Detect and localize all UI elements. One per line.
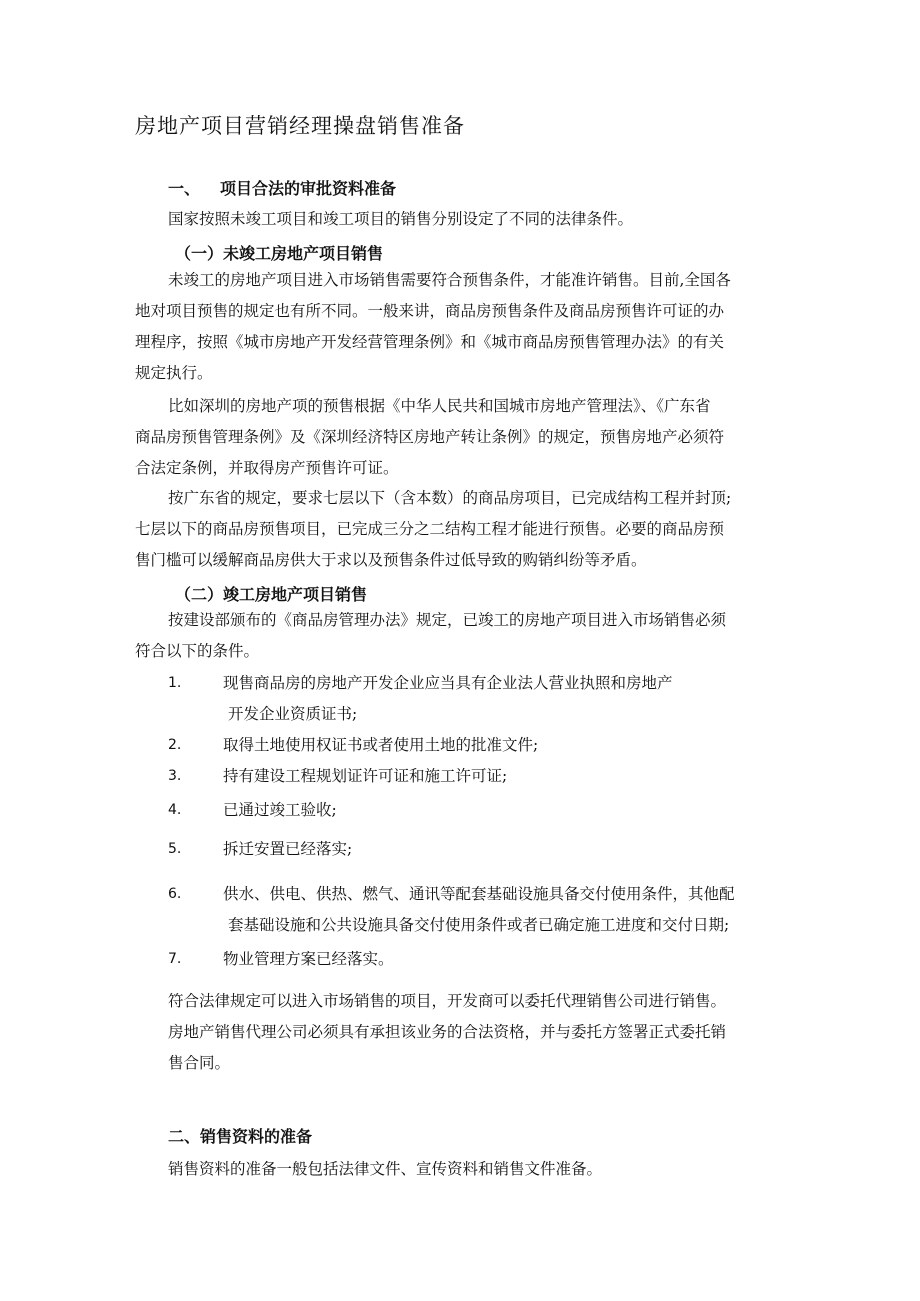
subsection-1-paragraph-3 [135,483,731,576]
section-2-heading: 二、销售资料的准备 [168,1127,313,1146]
list-item-number: 7. [168,951,182,967]
list-item-text: 拆迁安置已经落实; [223,840,353,858]
paragraph-line: 合法定条例，并取得房产预售许可证。 [135,459,399,477]
subsection-1-heading: （一）未竣工房地产项目销售 [175,244,384,263]
list-item-text: 已通过竣工验收; [223,801,337,819]
list-item-text: 供水、供电、供热、燃气、通讯等配套基础设施具备交付使用条件，其他配 [223,885,735,903]
list-item-text-continued: 开发企业资质证书; [228,705,358,723]
paragraph-line: 按建设部颁布的《商品房管理办法》规定，已竣工的房地产项目进入市场销售必须 [168,611,727,629]
section-2-intro [168,1154,602,1185]
section-1-heading [168,176,396,199]
paragraph-line: 规定执行。 [135,364,213,382]
section-1-intro-text: 国家按照未竣工项目和竣工项目的销售分别设定了不同的法律条件。 [168,210,634,228]
paragraph-line: 比如深圳的房地产项的预售根据《中华人民共和国城市房地产管理法》、《广东省 [168,397,711,415]
list-item-text: 现售商品房的房地产开发企业应当具有企业法人营业执照和房地产 [223,674,673,692]
list-item-number: 4. [168,802,182,818]
list-item-number: 6. [168,886,182,902]
paragraph-line: 售门槛可以缓解商品房供大于求以及预售条件过低导致的购销纠纷等矛盾。 [135,551,647,569]
list-item-text: 持有建设工程规划证许可证和施工许可证; [223,767,508,785]
subsection-1-paragraph-1 [135,265,731,389]
document-title: 房地产项目营销经理操盘销售准备 [135,114,465,138]
section-1-heading-text: 项目合法的审批资料准备 [220,179,397,198]
paragraph-line: 按广东省的规定，要求七层以下（含本数）的商品房项目，已完成结构工程并封顶; [168,489,732,507]
paragraph-line: 地对项目预售的规定也有所不同。一般来讲，商品房预售条件及商品房预售许可证的办 [135,302,725,320]
list-item-number: 3. [168,768,182,784]
paragraph-line: 符合以下的条件。 [135,642,260,660]
subsection-1-paragraph-2 [135,391,724,484]
list-item-number: 5. [168,841,182,857]
paragraph-line: 房地产销售代理公司必须具有承担该业务的合法资格，并与委托方签署正式委托销 [168,1023,727,1041]
paragraph-line: 商品房预售管理条例》及《深圳经济特区房地产转让条例》的规定，预售房地产必须符 [135,428,725,446]
section-1-intro [168,204,633,235]
list-item-number: 1. [168,675,182,691]
section-2-intro-text: 销售资料的准备一般包括法律文件、宣传资料和销售文件准备。 [168,1160,603,1178]
paragraph-line: 理程序，按照《城市房地产开发经营管理条例》和《城市商品房预售管理办法》的有关 [135,333,725,351]
list-item-text-continued: 套基础设施和公共设施具备交付使用条件或者已确定施工进度和交付日期; [228,916,730,934]
subsection-2-paragraph-1 [135,605,726,667]
list-item-text: 物业管理方案已经落实。 [223,950,394,968]
paragraph-line: 符合法律规定可以进入市场销售的项目，开发商可以委托代理销售公司进行销售。 [168,992,727,1010]
paragraph-line: 七层以下的商品房预售项目，已完成三分之二结构工程才能进行预售。必要的商品房预 [135,520,725,538]
subsection-2-heading: （二）竣工房地产项目销售 [175,585,368,604]
list-item-number: 2. [168,737,182,753]
subsection-2-paragraph-2 [168,986,726,1079]
section-1-number: 一、 [168,179,201,198]
list-item-text: 取得土地使用权证书或者使用土地的批准文件; [223,736,539,754]
paragraph-line: 售合同。 [168,1054,231,1072]
paragraph-line: 未竣工的房地产项目进入市场销售需要符合预售条件，才能准许销售。目前,全国各 [168,271,731,289]
